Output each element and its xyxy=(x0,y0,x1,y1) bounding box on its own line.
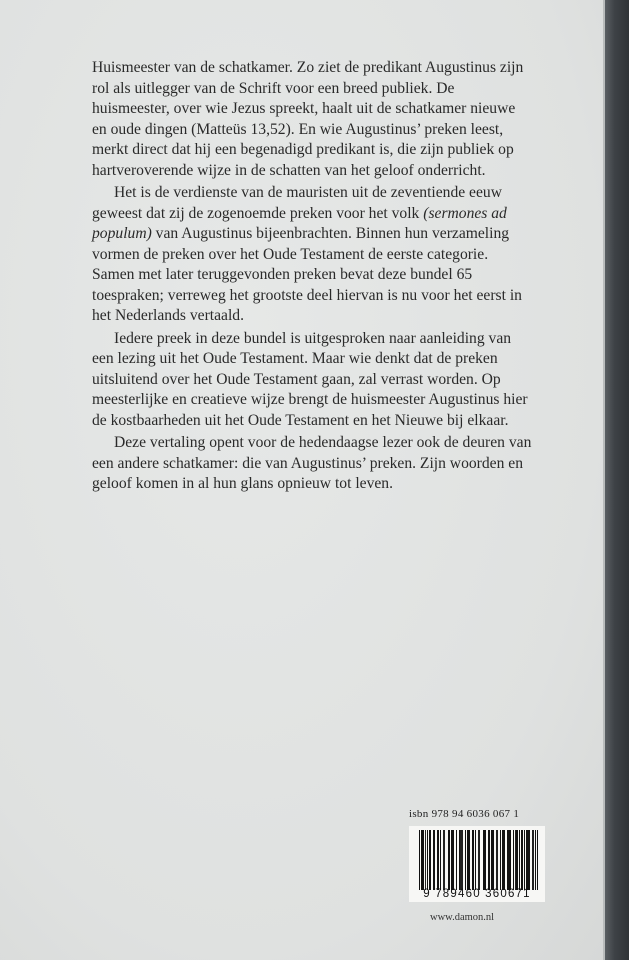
barcode-bars xyxy=(419,830,539,890)
paragraph-vertaling: Deze vertaling opent voor de hedendaagse lezer ook de deuren van een andere schatkamer: die van Augustinus’ preken. Zijn woorden en geloof komen in al hun glans opnieuw tot leven. xyxy=(92,434,532,492)
barcode-bar xyxy=(532,830,534,890)
barcode-bar xyxy=(460,830,462,890)
barcode-bar xyxy=(516,830,518,890)
barcode-bar xyxy=(496,830,498,890)
paragraph-mauristen-start: Het is de verdienste van de mauristen uit de zeventiende eeuw geweest dat zij de zogenoemde preken voor het volk xyxy=(92,184,502,222)
barcode-bar xyxy=(537,830,538,890)
paragraph-intro: Huismeester van de schatkamer. Zo ziet de predikant Augustinus zijn rol als uitlegger van de Schrift voor een breed publiek. De huismeester, over wie Jezus spreekt, haalt uit de schatkamer nieuwe en oude dingen (Matteüs 13,52). En wie Augustinus’ preken leest, merkt direct dat hij een begenadigd predikant is, die zijn publiek op hartveroverende wijze in de schatten van het geloof onderricht. xyxy=(92,59,524,179)
barcode-bar xyxy=(521,830,523,890)
isbn-label: isbn 978 94 6036 067 1 xyxy=(409,808,520,820)
publisher-website: www.damon.nl xyxy=(430,912,495,923)
barcode-bar xyxy=(443,830,445,890)
barcode xyxy=(409,826,545,902)
barcode-bar xyxy=(492,830,494,890)
barcode-digits: 9 789460 360671 xyxy=(423,888,531,900)
barcode-bar xyxy=(452,830,454,890)
barcode-bar xyxy=(527,830,529,890)
barcode-bar xyxy=(468,830,470,890)
barcode-bar xyxy=(484,830,486,890)
barcode-bar xyxy=(508,830,510,890)
paragraph-mauristen xyxy=(92,183,532,327)
paragraph-mauristen-end: van Augustinus bijeenbrachten. Binnen hun verzameling vormen de preken over het Oude Testament de eerste categorie. Samen met later teruggevonden preken bevat deze bundel 65 toespraken; verreweg het grootste deel hiervan is nu voor het eerst in het Nederlands vertaald. xyxy=(92,225,522,324)
barcode-bar xyxy=(503,830,505,890)
barcode-bar xyxy=(440,830,442,890)
barcode-bar xyxy=(422,830,424,890)
barcode-bar xyxy=(456,830,458,890)
barcode-bar xyxy=(478,830,480,890)
blurb-text xyxy=(92,58,532,495)
latin-title: (sermones ad populum) xyxy=(92,204,507,242)
barcode-bar xyxy=(475,830,477,890)
barcode-bar xyxy=(433,830,435,890)
paragraph-oude-testament: Iedere preek in deze bundel is uitgesproken naar aanleiding van een lezing uit het Oude Testament. Maar wie denkt dat de preken uitsluitend over het Oude Testament gaan, zal verrast worden. Op meesterlijke en creatieve wijze brengt de huismeester Augustinus hier de kostbaarheden uit het Oude Testament en het Nieuwe bij elkaar. xyxy=(92,329,528,429)
barcode-bar xyxy=(429,830,431,890)
book-spine xyxy=(605,0,629,960)
